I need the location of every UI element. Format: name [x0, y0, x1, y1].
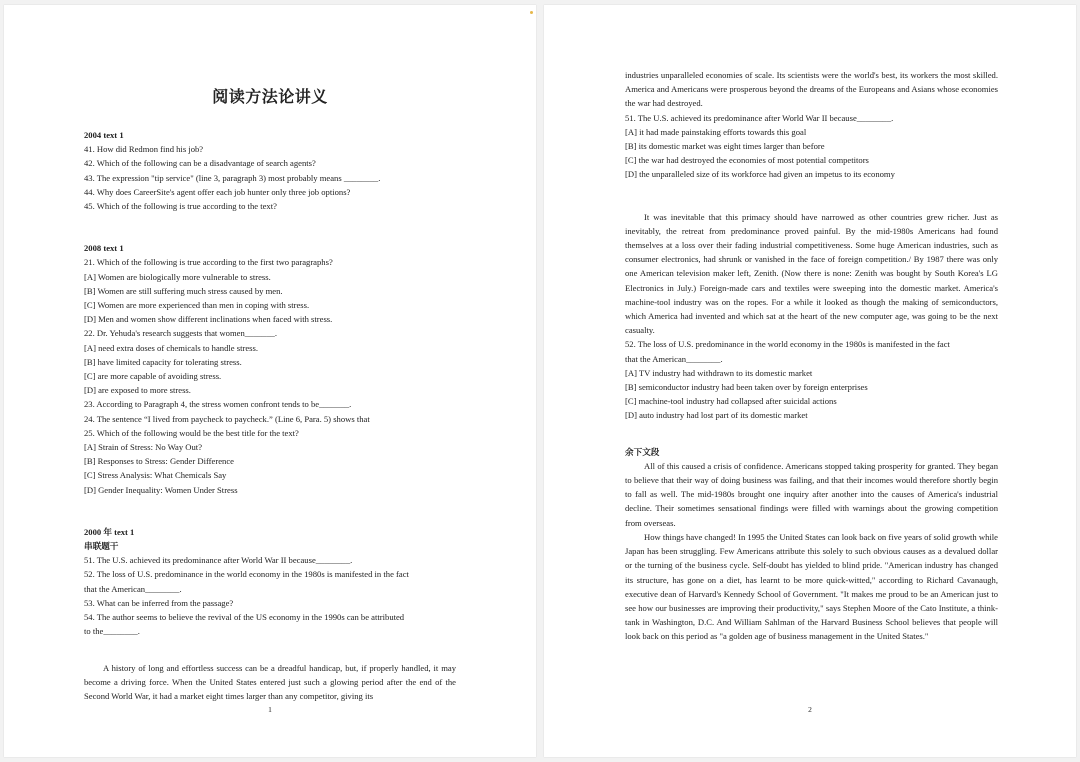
- option-line: [C] machine-tool industry had collapsed after suicidal actions: [625, 396, 837, 407]
- option-line: [C] are more capable of avoiding stress.: [84, 371, 222, 382]
- option-line: [B] Responses to Stress: Gender Difference: [84, 456, 234, 467]
- option-line: [B] Women are still suffering much stress caused by men.: [84, 285, 283, 296]
- question-line: that the American________.: [625, 353, 723, 364]
- question-line: 22. Dr. Yehuda's research suggests that women_______.: [84, 328, 277, 339]
- question-line: 42. Which of the following can be a disadvantage of search agents?: [84, 158, 316, 169]
- option-line: [C] Stress Analysis: What Chemicals Say: [84, 470, 227, 481]
- option-line: [B] semiconductor industry had been taken over by foreign enterprises: [625, 382, 868, 393]
- question-line: 41. How did Redmon find his job?: [84, 144, 204, 155]
- question-line: 53. What can be inferred from the passage?: [84, 597, 234, 608]
- section-heading-2004: 2004 text 1: [84, 130, 124, 140]
- option-line: [D] auto industry had lost part of its domestic market: [625, 410, 808, 421]
- passage-paragraph: How things have changed! In 1995 the United States can look back on five years of solid growth while Japan has been struggling. Few Americans attribute this solely to such obvious causes as a devalued dollar or the turning of the business cycle. Self-doubt has yielded to blind pride. "American industry has changed its structure, has gone on a diet, has learnt to be more quick-witted," according to Richard Cavanaugh, executive dean of Harvard's Kennedy School of Government. "It makes me proud to be an American just to see how our businesses are improving their productivity," says Stephen Moore of the Cato Institute, a think-tank in Washington, D.C. And William Sahlman of the Harvard Business School believes that people will look back on this period as "a golden age of business management in the United States.": [625, 531, 998, 642]
- option-line: [C] the war had destroyed the economies of most potential competitors: [625, 155, 869, 166]
- question-line: that the American________.: [84, 583, 182, 594]
- question-line: 54. The author seems to believe the revival of the US economy in the 1990s can be attributed: [84, 612, 405, 623]
- option-line: [A] Strain of Stress: No Way Out?: [84, 442, 203, 453]
- option-line: [A] Women are biologically more vulnerable to stress.: [84, 271, 271, 282]
- page-number: 1: [268, 705, 272, 714]
- question-line: 25. Which of the following would be the best title for the text?: [84, 427, 299, 438]
- question-line: 24. The sentence “I lived from paycheck to paycheck.” (Line 6, Para. 5) shows that: [84, 413, 370, 424]
- passage-paragraph: All of this caused a crisis of confidence. Americans stopped taking prosperity for granted. They began to believe that their way of doing business was failing, and that their incomes would therefore shortly begin to fall as well. The mid-1980s brought one inquiry after another into the causes of America's industrial decline. Their sometimes sensational findings were filled with warnings about the growing competition from overseas.: [625, 460, 998, 528]
- marker-dot: [530, 11, 533, 14]
- question-line: 21. Which of the following is true according to the first two paragraphs?: [84, 257, 333, 268]
- document-page-2: [544, 5, 1076, 757]
- page-1-content: [84, 128, 456, 703]
- section-heading-2000: 2000 年 text 1: [84, 526, 135, 537]
- option-line: [D] Gender Inequality: Women Under Stress: [84, 484, 238, 495]
- question-line: 52. The loss of U.S. predominance in the world economy in the 1980s is manifested in the fact: [84, 569, 409, 580]
- option-line: [B] its domestic market was eight times larger than before: [625, 141, 825, 152]
- question-line: 23. According to Paragraph 4, the stress women confront tends to be_______.: [84, 399, 352, 410]
- section-subheading: 串联题干: [84, 541, 119, 552]
- option-line: [A] need extra doses of chemicals to handle stress.: [84, 342, 258, 353]
- option-line: [B] have limited capacity for tolerating stress.: [84, 356, 242, 367]
- passage-paragraph: industries unparalleled economies of scale. Its scientists were the world's best, its workers the most skilled. America and Americans were prosperous beyond the dreams of the Europeans and Asians whose economies the war had destroyed.: [625, 70, 998, 109]
- question-line: 44. Why does CareerSite's agent offer each job hunter only three job options?: [84, 186, 351, 197]
- document-page-1: [4, 5, 536, 757]
- passage-paragraph: A history of long and effortless success can be a dreadful handicap, but, if properly handled, it may become a driving force. When the United States entered just such a glowing period after the end of the Second World War, it had a market eight times larger than any competitor, giving its: [84, 662, 456, 701]
- passage-paragraph: It was inevitable that this primacy should have narrowed as other countries grew richer. Just as inevitably, the retreat from predominance proved painful. By the mid-1980s Americans had found themselves at a loss over their fading industrial competitiveness. Some huge American industries, such as consumer electronics, had shrunk or vanished in the face of foreign competition./ By 1987 there was only one American television maker left, Zenith. (Now there is none: Zenith was bought by South Korea's LG Electronics in July.) Foreign-made cars and textiles were sweeping into the domestic market. America's machine-tool industry was on the ropes. For a while it looked as though the making of semiconductors, which America had invented and which sat at the heart of the new computer age, was going to be the next casualty.: [625, 211, 998, 336]
- option-line: [A] it had made painstaking efforts towards this goal: [625, 126, 807, 137]
- option-line: [D] are exposed to more stress.: [84, 385, 191, 396]
- question-line: to the________.: [84, 626, 140, 637]
- page-number: 2: [808, 705, 812, 714]
- question-line: 51. The U.S. achieved its predominance after World War II because________.: [84, 555, 353, 566]
- option-line: [D] Men and women show different inclinations when faced with stress.: [84, 314, 333, 325]
- question-line: 45. Which of the following is true according to the text?: [84, 201, 277, 212]
- option-line: [D] the unparalleled size of its workforce had given an impetus to its economy: [625, 169, 895, 180]
- remaining-heading: 余下文段: [625, 446, 660, 457]
- question-line: 52. The loss of U.S. predominance in the world economy in the 1980s is manifested in the fact: [625, 339, 950, 350]
- page-title: 阅读方法论讲义: [212, 87, 328, 106]
- question-line: 43. The expression "tip service" (line 3, paragraph 3) most probably means ________.: [84, 172, 381, 183]
- question-line: 51. The U.S. achieved its predominance after World War II because________.: [625, 112, 894, 123]
- option-line: [A] TV industry had withdrawn to its domestic market: [625, 367, 813, 378]
- page-2-content: [625, 68, 998, 644]
- section-heading-2008: 2008 text 1: [84, 243, 124, 254]
- option-line: [C] Women are more experienced than men in coping with stress.: [84, 300, 310, 311]
